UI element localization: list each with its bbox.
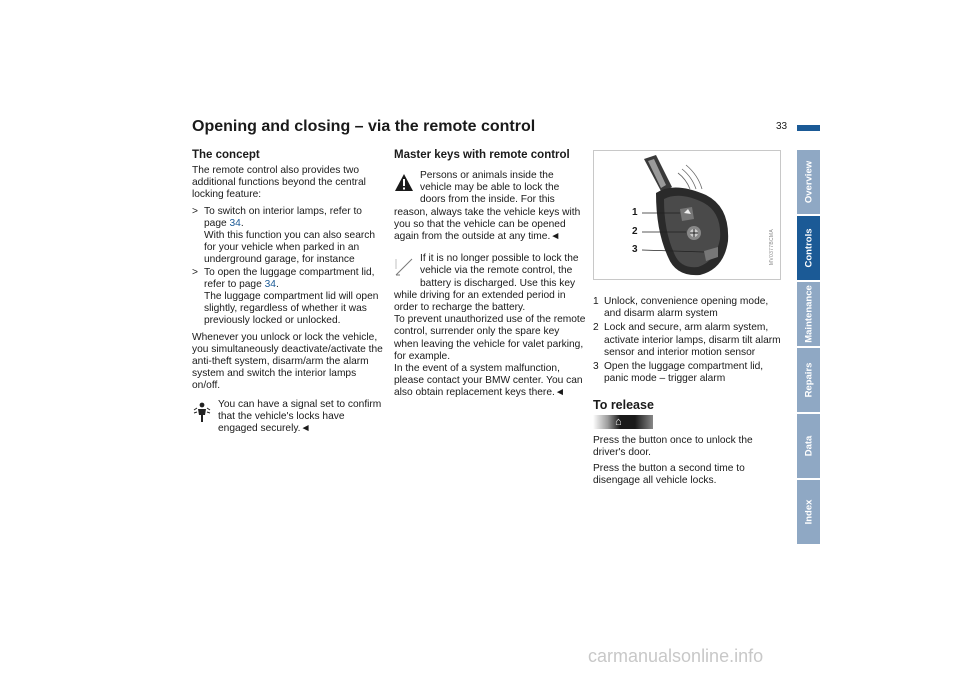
watermark: carmanualsonline.info	[588, 646, 764, 666]
tab-controls[interactable]	[797, 216, 820, 280]
column-concept	[192, 148, 386, 435]
tab-label: Maintenance	[803, 285, 814, 343]
malfunction-note-text: In the event of a system malfunction, please contact your BMW center. You can also obtain replacement keys there.◄	[394, 363, 583, 399]
bullet-marker: >	[192, 266, 198, 278]
legend-text: Lock and secure, arm alarm system, activate interior lamps, disarm tilt alarm sensor and interior motion sensor	[604, 322, 781, 358]
remote-control-figure	[593, 150, 781, 280]
legend-item	[593, 322, 785, 359]
page-number-marker	[797, 125, 820, 131]
warning-note	[394, 170, 586, 243]
tab-label: Index	[803, 499, 814, 525]
tab-label: Repairs	[803, 362, 814, 398]
tab-label: Data	[803, 435, 814, 457]
bullet-detail: With this function you can also search for your vehicle when parked in an underground garage, for instance	[204, 230, 376, 266]
section-heading-concept: The concept	[192, 149, 260, 161]
figure-label-1: 1	[632, 207, 638, 218]
chapter-tabs	[797, 150, 820, 546]
person-info-icon	[192, 401, 212, 423]
legend-text: Open the luggage compartment lid, panic mode – trigger alarm	[604, 361, 764, 385]
bullet-item	[192, 267, 386, 328]
warning-triangle-icon	[394, 172, 414, 194]
tab-data[interactable]	[797, 414, 820, 478]
legend-number: 2	[593, 322, 599, 334]
battery-note-text: If it is no longer possible to lock the vehicle via the remote control, the battery is discharged. Use this key while driving for an extended period in order to recharge the battery.	[394, 253, 579, 314]
legend-text: Unlock, convenience opening mode, and disarm alarm system	[604, 296, 769, 320]
tab-index[interactable]	[797, 480, 820, 544]
bullet-text: To open the luggage compartment lid, refer to page	[204, 266, 375, 290]
figure-legend	[593, 296, 785, 385]
unlock-arrow-icon: ⌂	[615, 415, 622, 428]
bullet-item	[192, 206, 386, 267]
page-reference-link[interactable]: 34	[229, 217, 241, 229]
bullet-punct: .	[240, 217, 244, 229]
page-reference-link[interactable]: 34	[264, 278, 276, 290]
tab-repairs[interactable]	[797, 348, 820, 412]
note-pencil-icon	[394, 255, 414, 277]
legend-item	[593, 361, 785, 385]
bullet-punct: .	[275, 278, 279, 290]
tab-label: Overview	[803, 160, 814, 204]
figure-code: MV0377BCMA	[768, 228, 775, 265]
tab-label: Controls	[803, 228, 814, 268]
concept-intro: The remote control also provides two additional functions beyond the central locking feature:	[192, 165, 366, 201]
legend-number: 1	[593, 296, 599, 307]
battery-note	[394, 253, 586, 399]
column-master-keys	[394, 148, 586, 400]
release-paragraph-2: Press the button a second time to disengage all vehicle locks.	[593, 463, 745, 487]
release-paragraph-1: Press the button once to unlock the driver's door.	[593, 434, 753, 458]
signal-note-text: You can have a signal set to confirm that the vehicle's locks have engaged securely.◄	[218, 398, 382, 435]
signal-note	[192, 399, 386, 436]
page-number: 33	[776, 121, 788, 132]
tab-overview[interactable]	[797, 150, 820, 214]
page-title: Opening and closing – via the remote control	[192, 118, 536, 135]
column-remote-figure	[593, 150, 785, 491]
legend-number: 3	[593, 361, 599, 373]
bullet-detail: The luggage compartment lid will open slightly, regardless of whether it was previously locked or unlocked.	[204, 291, 379, 327]
bullet-marker: >	[192, 205, 198, 217]
remote-key-illustration	[594, 151, 780, 279]
warning-text: Persons or animals inside the vehicle may be able to lock the doors from the inside. For this reason, always take the vehicle keys with you so that the vehicle can be opened again from the outside at any time.◄	[394, 170, 581, 243]
bullet-text: To switch on interior lamps, refer to page	[204, 205, 362, 229]
concept-paragraph: Whenever you unlock or lock the vehicle, you simultaneously deactivate/activate the anti-theft system, disarm/arm the alarm system and switch the interior lamps on/off.	[192, 331, 383, 392]
tab-maintenance[interactable]	[797, 282, 820, 346]
section-heading-release: To release	[593, 398, 654, 413]
section-heading-master-keys: Master keys with remote control	[394, 149, 570, 161]
figure-label-2: 2	[632, 226, 638, 237]
concept-bullet-list	[192, 206, 386, 328]
unlock-button-symbol	[593, 415, 653, 429]
figure-label-3: 3	[632, 244, 638, 255]
valet-note-text: To prevent unauthorized use of the remote control, surrender only the spare key when leaving the vehicle for valet parking, for example.	[394, 314, 586, 362]
legend-item	[593, 296, 785, 320]
